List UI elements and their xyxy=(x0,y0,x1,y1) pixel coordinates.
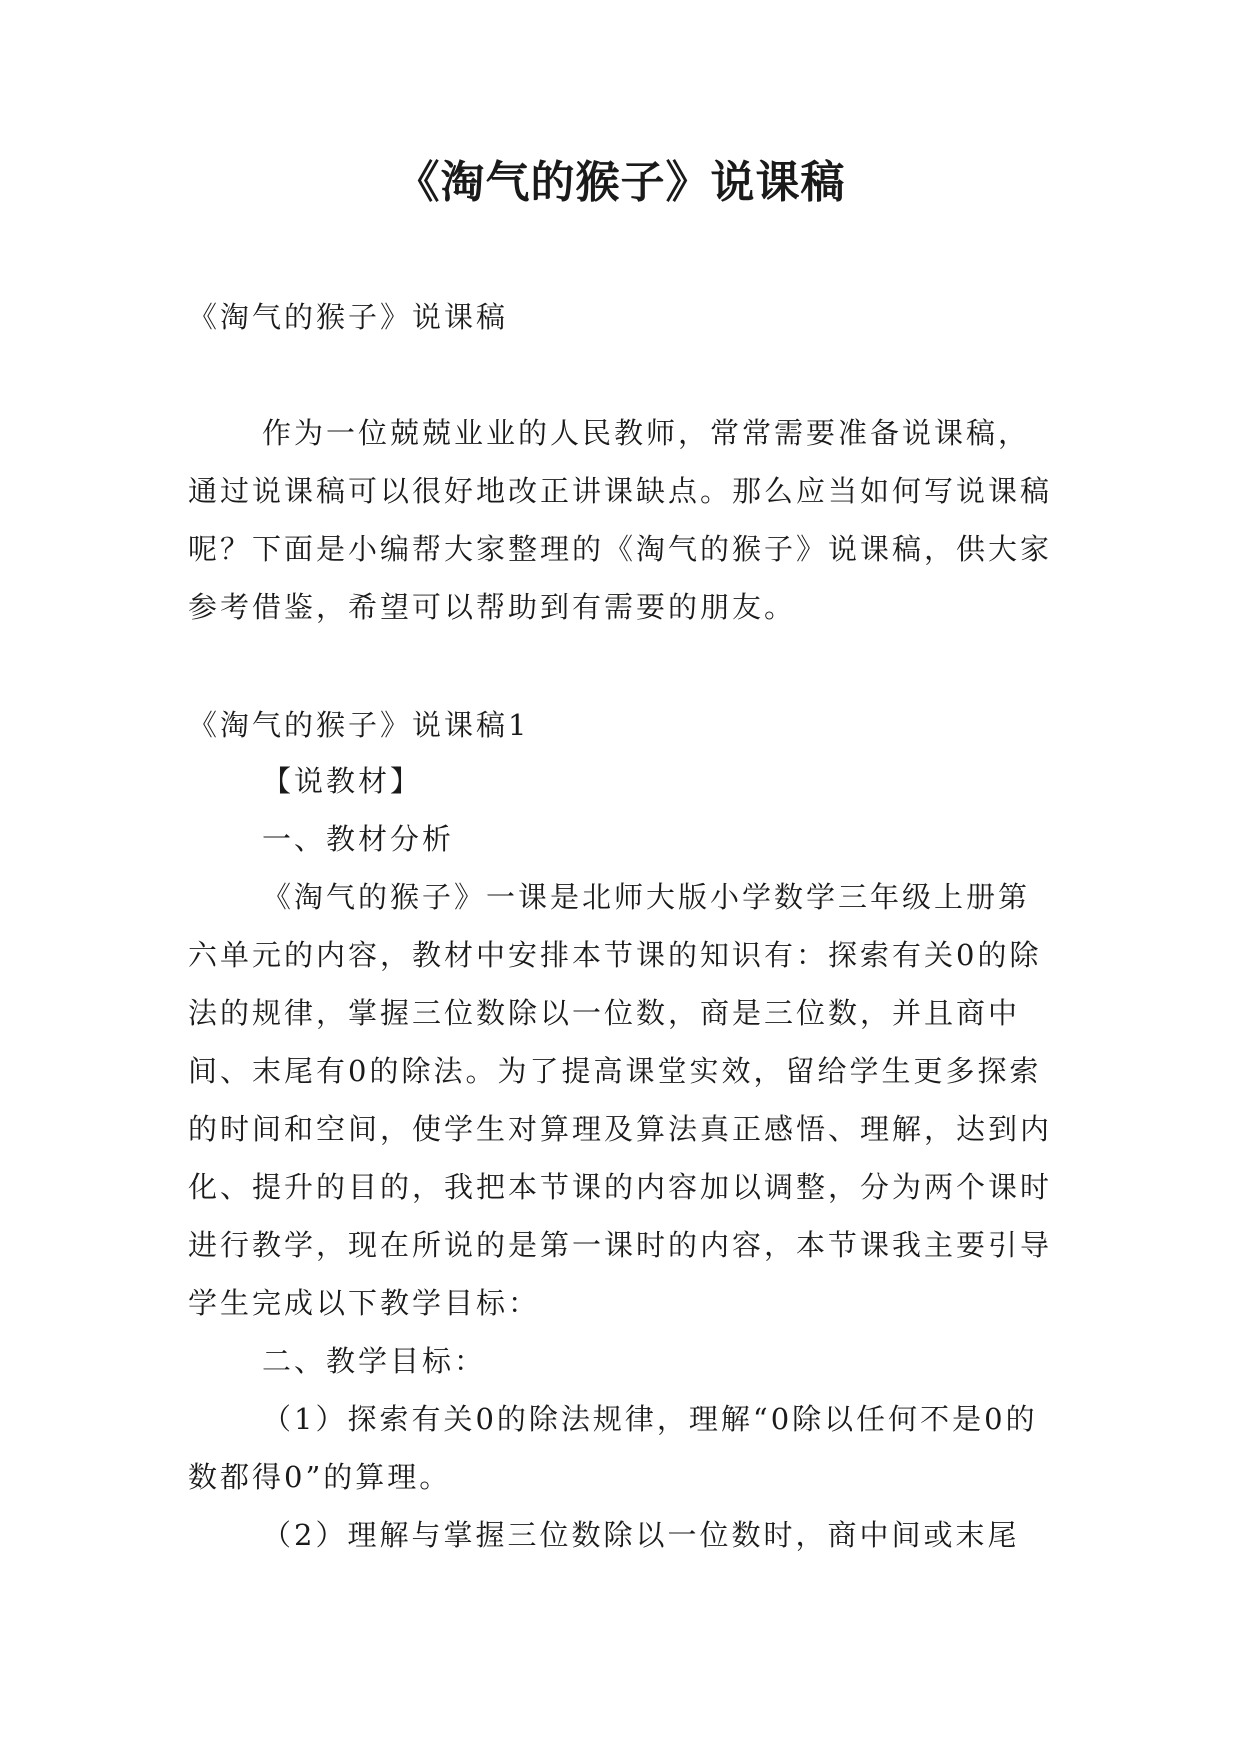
document-title: 《淘气的猴子》说课稿 xyxy=(395,157,846,208)
heading-goals: 二、教学目标： xyxy=(262,1344,487,1378)
document-subtitle: 《淘气的猴子》说课稿 xyxy=(188,300,509,334)
intro-paragraph: 作为一位兢兢业业的人民教师，常常需要准备说课稿，通过说课稿可以很好地改正讲课缺点。那么应当如何写说课稿呢？下面是小编帮大家整理的《淘气的猴子》说课稿，供大家参考借鉴，希望可以帮助到有需要的朋友。 xyxy=(188,416,1053,624)
goal-item-1: （1）探索有关0的除法规律，理解“0除以任何不是0的数都得0”的算理。 xyxy=(188,1402,1038,1494)
analysis-paragraph: 《淘气的猴子》一课是北师大版小学数学三年级上册第六单元的内容，教材中安排本节课的知识有：探索有关0的除法的规律，掌握三位数除以一位数，商是三位数，并且商中间、末尾有0的除法。为了提高课堂实效，留给学生更多探索的时间和空间，使学生对算理及算法真正感悟、理解，达到内化、提升的目的，我把本节课的内容加以调整，分为两个课时进行教学，现在所说的是第一课时的内容，本节课我主要引导学生完成以下教学目标： xyxy=(188,880,1053,1320)
section-title: 《淘气的猴子》说课稿1 xyxy=(188,708,530,742)
heading-analysis: 一、教材分析 xyxy=(262,822,455,856)
section-body xyxy=(188,752,1058,1564)
heading-textbook: 【说教材】 xyxy=(262,764,423,798)
goal-item-2: （2）理解与掌握三位数除以一位数时，商中间或末尾 xyxy=(262,1518,1020,1552)
